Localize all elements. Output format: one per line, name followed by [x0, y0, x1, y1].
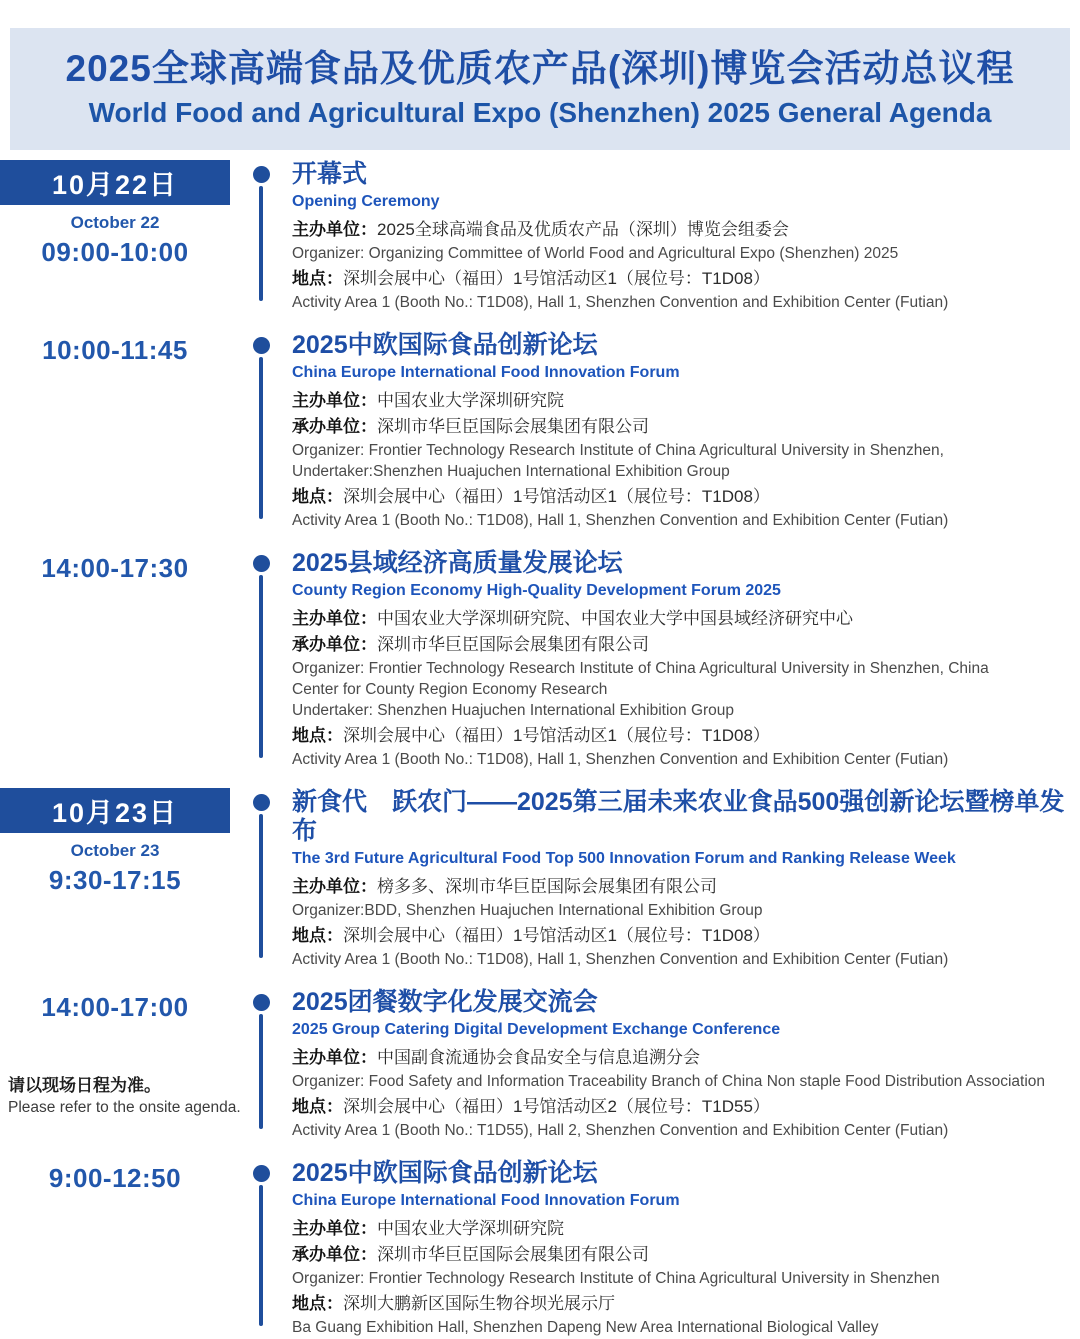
line-label: 主办单位： [292, 609, 377, 628]
timeline-marker [230, 160, 292, 314]
event-line: Activity Area 1 (Booth No.: T1D08), Hall 1, Shenzhen Convention and Exhibition Center (Futian) [292, 751, 949, 768]
timeline-marker [230, 788, 292, 971]
line-text: 中国副食流通协会食品安全与信息追溯分会 [377, 1048, 700, 1067]
line-label: 承办单位： [292, 1245, 377, 1264]
event-line: Center for County Region Economy Research [292, 681, 608, 698]
event-line [292, 389, 1072, 412]
date-box [0, 160, 230, 205]
date-en-label: October 22 [70, 213, 160, 232]
event-line: Organizer: Frontier Technology Research Institute of China Agricultural University in Shenzhen, [292, 442, 944, 459]
event-time: 09:00-10:00 [41, 237, 189, 267]
timeline-dot-icon [253, 794, 270, 811]
event-line [292, 1095, 1072, 1118]
line-text: 深圳会展中心（福田）1号馆活动区1（展位号：T1D08） [343, 487, 770, 506]
line-label: 承办单位： [292, 635, 377, 654]
event-title-cn: 2025县域经济高质量发展论坛 [292, 549, 623, 577]
event-line: Activity Area 1 (Booth No.: T1D08), Hall 1, Shenzhen Convention and Exhibition Center (Futian) [292, 512, 949, 529]
event-datetime-column [0, 331, 230, 532]
timeline-line [259, 1014, 263, 1129]
page-title-cn: 2025全球高端食品及优质农产品(深圳)博览会活动总议程 [65, 48, 1015, 89]
event-row [0, 331, 1080, 532]
event-datetime-column [0, 988, 230, 1142]
footer-note [8, 1074, 241, 1118]
event-line: Organizer: Food Safety and Information Traceability Branch of China Non staple Food Distribution Association [292, 1073, 1046, 1090]
event-line [292, 875, 1072, 898]
line-text: 深圳大鹏新区国际生物谷坝光展示厅 [343, 1294, 615, 1313]
event-datetime-column [0, 549, 230, 771]
event-content [292, 788, 1080, 971]
event-title-cn: 新食代 跃农门——2025第三届未来农业食品500强创新论坛暨榜单发布 [292, 788, 1065, 845]
line-text: 中国农业大学深圳研究院、中国农业大学中国县域经济研究中心 [377, 609, 853, 628]
event-row [0, 160, 1080, 314]
timeline-marker [230, 988, 292, 1142]
event-line [292, 1046, 1072, 1069]
event-lines [292, 389, 1072, 531]
footer-note-cn: 请以现场日程为准。 [8, 1076, 161, 1095]
event-title-cn: 2025中欧国际食品创新论坛 [292, 1159, 598, 1187]
line-text: 深圳市华巨臣国际会展集团有限公司 [377, 417, 649, 436]
event-line: Organizer:BDD, Shenzhen Huajuchen International Exhibition Group [292, 902, 763, 919]
event-title-cn: 开幕式 [292, 160, 368, 188]
event-line: Organizer: Frontier Technology Research Institute of China Agricultural University in Shenzhen [292, 1270, 940, 1287]
timeline-marker [230, 1159, 292, 1339]
timeline-marker [230, 331, 292, 532]
event-title-en: Opening Ceremony [292, 193, 440, 210]
timeline-dot-icon [253, 555, 270, 572]
event-line: Activity Area 1 (Booth No.: T1D08), Hall 1, Shenzhen Convention and Exhibition Center (Futian) [292, 951, 949, 968]
agenda-list [0, 160, 1080, 1339]
line-label: 地点： [292, 1294, 343, 1313]
event-content [292, 549, 1080, 771]
line-text: 2025全球高端食品及优质农产品（深圳）博览会组委会 [377, 220, 789, 239]
event-title-en: China Europe International Food Innovation Forum [292, 364, 680, 381]
event-title-cn: 2025团餐数字化发展交流会 [292, 988, 598, 1016]
line-label: 主办单位： [292, 1048, 377, 1067]
event-content [292, 331, 1080, 532]
event-line: Organizer: Frontier Technology Research Institute of China Agricultural University in Shenzhen, China [292, 660, 989, 677]
event-time: 14:00-17:30 [41, 553, 189, 583]
event-lines [292, 875, 1072, 970]
event-content [292, 160, 1080, 314]
event-datetime-column [0, 160, 230, 314]
event-time: 10:00-11:45 [42, 335, 188, 365]
line-label: 主办单位： [292, 1219, 377, 1238]
line-label: 地点： [292, 487, 343, 506]
event-line: Activity Area 1 (Booth No.: T1D08), Hall 1, Shenzhen Convention and Exhibition Center (Futian) [292, 294, 949, 311]
event-datetime-column [0, 788, 230, 971]
line-label: 地点： [292, 269, 343, 288]
event-line [292, 267, 1072, 290]
event-line: Activity Area 1 (Booth No.: T1D55), Hall 2, Shenzhen Convention and Exhibition Center (Futian) [292, 1122, 949, 1139]
event-lines [292, 218, 1072, 313]
event-content [292, 988, 1080, 1142]
event-title-en: 2025 Group Catering Digital Development Exchange Conference [292, 1021, 781, 1038]
header-banner [10, 28, 1070, 150]
timeline-dot-icon [253, 994, 270, 1011]
timeline-dot-icon [253, 337, 270, 354]
timeline-dot-icon [253, 166, 270, 183]
date-box [0, 788, 230, 833]
event-line: Organizer: Organizing Committee of World Food and Agricultural Expo (Shenzhen) 2025 [292, 245, 899, 262]
event-content [292, 1159, 1080, 1339]
line-text: 深圳会展中心（福田）1号馆活动区1（展位号：T1D08） [343, 269, 770, 288]
line-label: 主办单位： [292, 391, 377, 410]
timeline-line [259, 814, 263, 958]
event-line [292, 485, 1072, 508]
timeline-line [259, 186, 263, 301]
line-label: 地点： [292, 1097, 343, 1116]
line-label: 主办单位： [292, 220, 377, 239]
event-row [0, 1159, 1080, 1339]
date-box-label: 10月22日 [51, 170, 179, 200]
event-line [292, 415, 1072, 438]
event-title-en: The 3rd Future Agricultural Food Top 500 Innovation Forum and Ranking Release Week [292, 850, 956, 867]
event-line [292, 633, 1072, 656]
timeline-marker [230, 549, 292, 771]
event-title-en: County Region Economy High-Quality Development Forum 2025 [292, 582, 781, 599]
line-label: 地点： [292, 726, 343, 745]
line-label: 主办单位： [292, 877, 377, 896]
event-title-en: China Europe International Food Innovation Forum [292, 1192, 680, 1209]
event-line: Ba Guang Exhibition Hall, Shenzhen Dapeng New Area International Biological Valley [292, 1319, 879, 1336]
line-label: 承办单位： [292, 417, 377, 436]
line-text: 中国农业大学深圳研究院 [377, 1219, 564, 1238]
event-line [292, 1292, 1072, 1315]
line-text: 深圳会展中心（福田）1号馆活动区2（展位号：T1D55） [343, 1097, 770, 1116]
event-time: 9:00-12:50 [48, 1163, 182, 1193]
event-line [292, 1243, 1072, 1266]
event-lines [292, 1217, 1072, 1338]
event-row [0, 549, 1080, 771]
event-lines [292, 607, 1072, 770]
event-line: Undertaker: Shenzhen Huajuchen International Exhibition Group [292, 702, 735, 719]
event-line [292, 1217, 1072, 1240]
line-text: 深圳市华巨臣国际会展集团有限公司 [377, 1245, 649, 1264]
line-text: 榜多多、深圳市华巨臣国际会展集团有限公司 [377, 877, 717, 896]
date-en-label: October 23 [70, 841, 160, 860]
line-text: 深圳市华巨臣国际会展集团有限公司 [377, 635, 649, 654]
event-line [292, 924, 1072, 947]
line-text: 深圳会展中心（福田）1号馆活动区1（展位号：T1D08） [343, 726, 770, 745]
page-title-en: World Food and Agricultural Expo (Shenzhen) 2025 General Agenda [88, 97, 992, 128]
event-row [0, 988, 1080, 1142]
event-title-cn: 2025中欧国际食品创新论坛 [292, 331, 598, 359]
timeline-line [259, 1185, 263, 1326]
event-row [0, 788, 1080, 971]
line-label: 地点： [292, 926, 343, 945]
timeline-line [259, 575, 263, 758]
timeline-line [259, 357, 263, 519]
event-line [292, 724, 1072, 747]
line-text: 中国农业大学深圳研究院 [377, 391, 564, 410]
event-datetime-column [0, 1159, 230, 1339]
event-time: 14:00-17:00 [41, 992, 189, 1022]
event-line [292, 218, 1072, 241]
date-box-label: 10月23日 [51, 798, 179, 828]
event-line: Undertaker:Shenzhen Huajuchen International Exhibition Group [292, 463, 730, 480]
event-line [292, 607, 1072, 630]
event-time: 9:30-17:15 [48, 865, 182, 895]
footer-note-en: Please refer to the onsite agenda. [8, 1099, 241, 1116]
line-text: 深圳会展中心（福田）1号馆活动区1（展位号：T1D08） [343, 926, 770, 945]
timeline-dot-icon [253, 1165, 270, 1182]
